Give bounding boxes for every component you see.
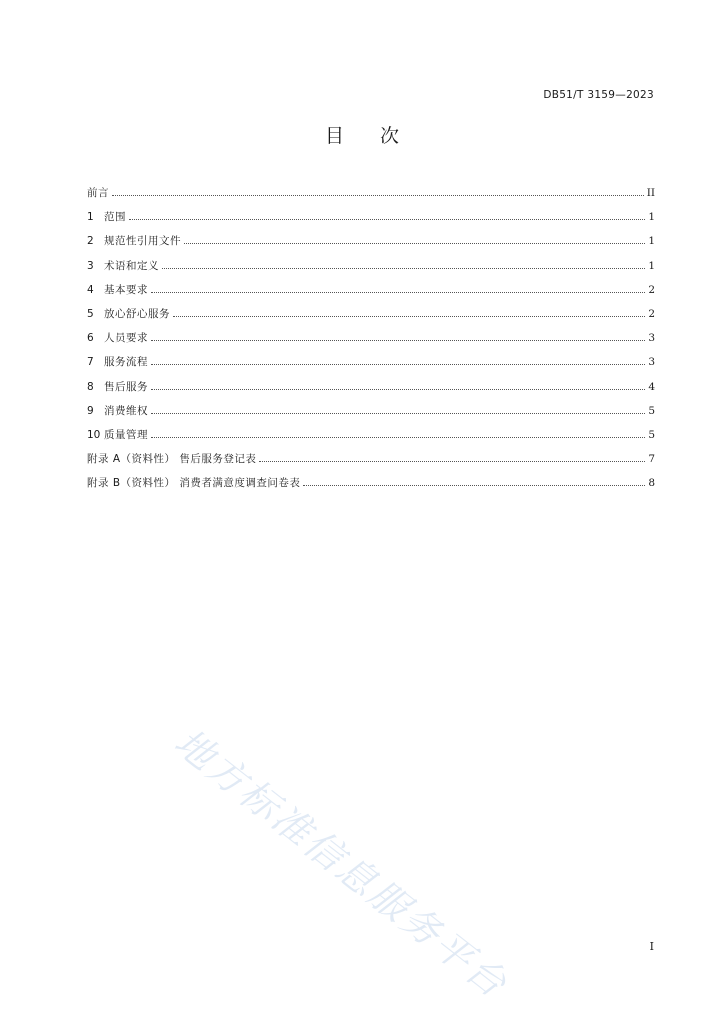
toc-row[interactable] <box>87 306 655 330</box>
toc-number: 10 <box>87 428 101 441</box>
toc-title: 前言 <box>87 187 109 199</box>
toc-page-number: 1 <box>648 235 655 248</box>
toc-row[interactable] <box>87 185 655 209</box>
toc-row[interactable] <box>87 379 655 403</box>
toc-page-number: 4 <box>648 380 655 393</box>
toc-row[interactable] <box>87 330 655 354</box>
toc-leader <box>151 427 645 438</box>
toc-number: 5 <box>87 307 94 320</box>
toc-row[interactable] <box>87 258 655 282</box>
toc-page-number: 3 <box>648 332 655 345</box>
page-title: 目次 <box>324 125 435 147</box>
toc-number: 6 <box>87 332 94 345</box>
toc-leader <box>162 258 645 269</box>
toc-leader <box>151 379 645 390</box>
toc-title: 消费维权 <box>104 404 148 417</box>
toc-title: 附录 A（资料性） 售后服务登记表 <box>87 453 257 466</box>
toc-title: 范围 <box>104 211 126 224</box>
toc-leader <box>151 403 645 414</box>
toc-number: 3 <box>87 259 94 272</box>
toc-page-number: 5 <box>648 404 655 417</box>
toc-row[interactable] <box>87 209 655 233</box>
toc-leader <box>112 185 644 196</box>
toc-row[interactable] <box>87 354 655 378</box>
toc-number: 9 <box>87 404 94 417</box>
toc-number: 1 <box>87 211 94 224</box>
toc-number: 7 <box>87 356 94 369</box>
watermark: 地方标准信息服务平台 <box>166 719 517 1008</box>
toc-number: 2 <box>87 235 94 248</box>
toc-leader <box>151 354 645 365</box>
toc-leader <box>151 330 645 341</box>
footer-page-number: I <box>649 940 654 953</box>
toc-leader <box>173 306 645 317</box>
toc-row[interactable] <box>87 427 655 451</box>
toc-leader <box>129 209 645 220</box>
toc-page-number: 3 <box>648 356 655 369</box>
toc-title: 售后服务 <box>104 380 148 393</box>
toc-page-number: 1 <box>648 211 655 224</box>
toc-title: 质量管理 <box>104 428 148 441</box>
toc-row[interactable] <box>87 475 655 499</box>
toc-leader <box>184 233 645 244</box>
toc-leader <box>303 475 645 486</box>
toc-page-number: 5 <box>648 428 655 441</box>
toc-title: 规范性引用文件 <box>104 235 181 248</box>
toc-leader <box>151 282 645 293</box>
toc-title: 术语和定义 <box>104 259 159 272</box>
toc-title: 附录 B（资料性） 消费者满意度调查问卷表 <box>87 477 301 490</box>
toc-page-number: 7 <box>648 453 655 466</box>
toc-page-number: 8 <box>648 477 655 490</box>
standard-code: DB51/T 3159—2023 <box>543 89 654 101</box>
toc-title: 放心舒心服务 <box>104 307 170 320</box>
toc-title: 人员要求 <box>104 332 148 345</box>
toc-page-number: 1 <box>648 259 655 272</box>
toc-title: 基本要求 <box>104 283 148 296</box>
table-of-contents <box>87 185 655 499</box>
toc-number: 4 <box>87 283 94 296</box>
toc-title: 服务流程 <box>104 356 148 369</box>
toc-row[interactable] <box>87 451 655 475</box>
toc-page-number: 2 <box>648 307 655 320</box>
toc-row[interactable] <box>87 233 655 257</box>
toc-leader <box>259 451 645 462</box>
toc-number: 8 <box>87 380 94 393</box>
toc-page-number: II <box>646 187 655 199</box>
toc-page-number: 2 <box>648 283 655 296</box>
toc-row[interactable] <box>87 282 655 306</box>
toc-row[interactable] <box>87 403 655 427</box>
